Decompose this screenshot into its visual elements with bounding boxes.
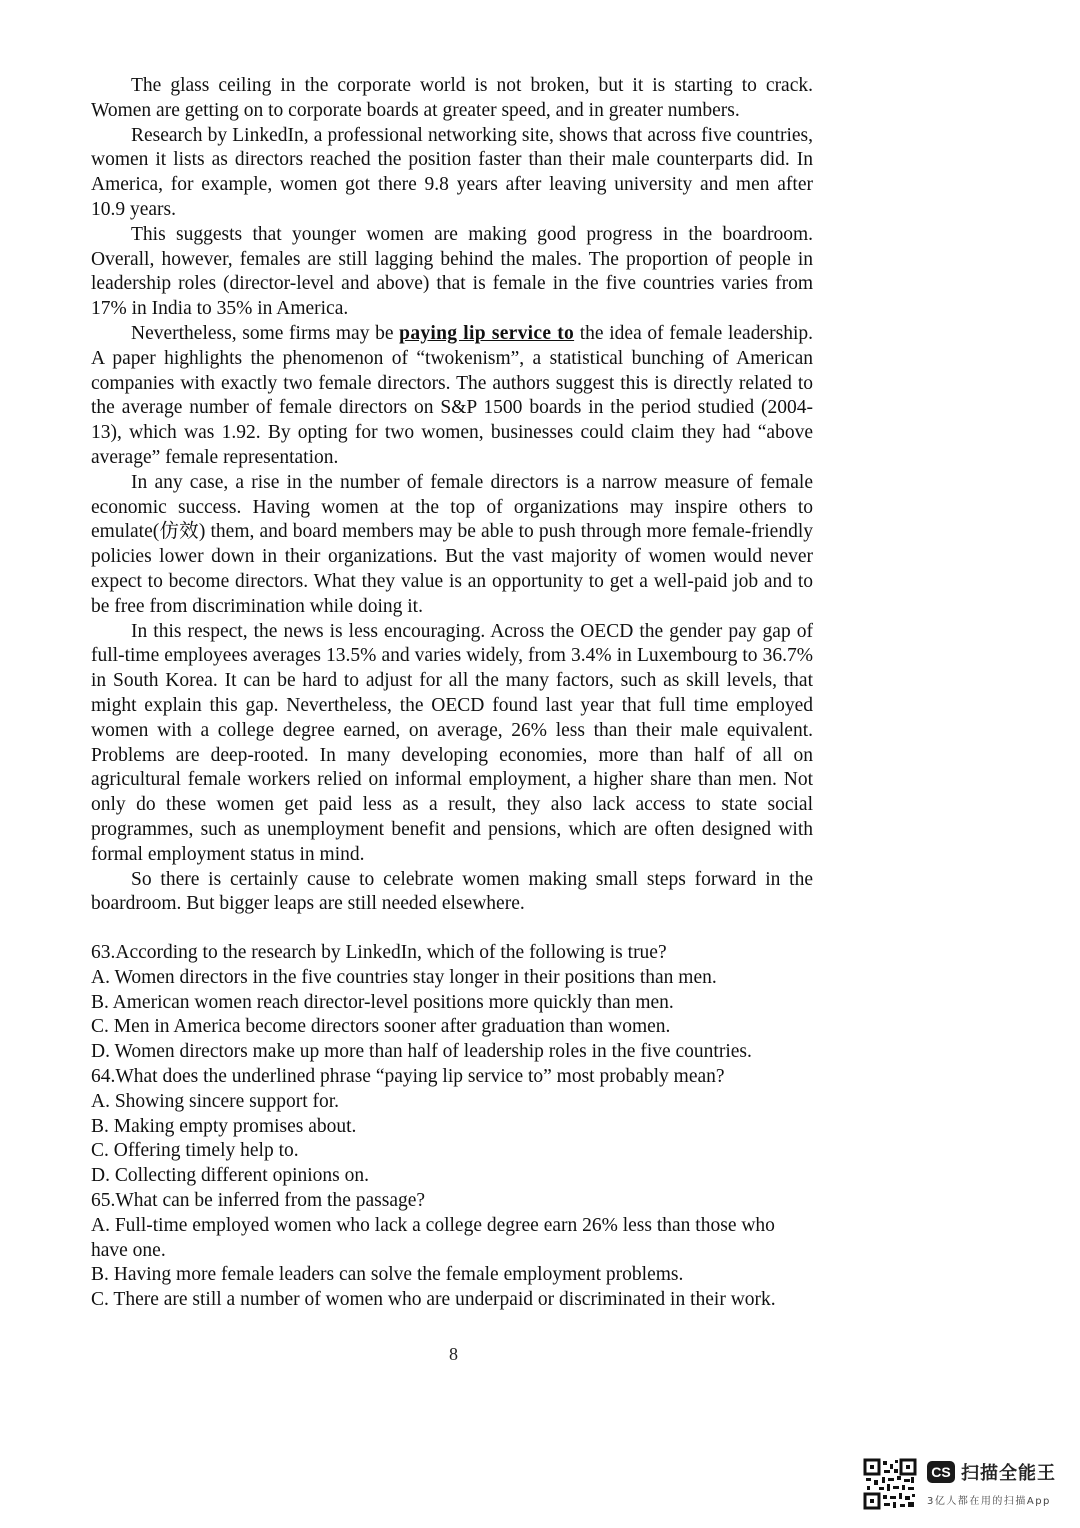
brand-tagline: 3亿人都在用的扫描App [927, 1496, 1051, 1507]
questions-section [91, 941, 813, 1313]
question-stem: 64.What does the underlined phrase “paying lip service to” most probably mean? [91, 1066, 725, 1088]
option-b: B. Having more female leaders can solve the female employment problems. [91, 1264, 684, 1286]
option-c: C. Offering timely help to. [91, 1140, 299, 1162]
paragraph-4 [91, 322, 813, 471]
camscanner-logo: CS [927, 1461, 955, 1483]
paragraph-2: Research by LinkedIn, a professional networking site, shows that across five countries, women it lists as directors reached the position faster than their male counterparts did. In America, for example, women got there 9.8 years after leaving university and men after 10.9 years. [91, 124, 813, 220]
scanner-watermark [863, 1458, 1063, 1510]
paragraph-1: The glass ceiling in the corporate world is not broken, but it is starting to crack. Women are getting on to corporate boards at greater speed, and in greater numbers. [91, 75, 813, 121]
option-c: C. Men in America become directors sooner after graduation than women. [91, 1016, 671, 1038]
paragraph-5: In any case, a rise in the number of female directors is a narrow measure of female economic success. Having women at the top of organizations may inspire others to emulate(仿效) them, and board members may be able to push through more female-friendly policies lower down in their organizations. But the vast majority of women would never expect to become directors. What they value is an opportunity to get a well-paid job and to be free from discrimination while doing it. [91, 471, 813, 617]
option-d: D. Women directors make up more than half of leadership roles in the five countries. [91, 1041, 752, 1063]
option-d: D. Collecting different opinions on. [91, 1165, 370, 1187]
underlined-phrase: paying lip service to [399, 322, 575, 344]
option-c: C. There are still a number of women who are underpaid or discriminated in their work. [91, 1289, 776, 1311]
paragraph-3: This suggests that younger women are making good progress in the boardroom. Overall, however, females are still lagging behind the males. The proportion of people in leadership roles (director-level and above) that is female in the five countries varies from 17% in India to 35% in America. [91, 223, 813, 320]
question-64 [91, 1065, 813, 1189]
page-content [91, 74, 813, 1313]
page-number: 8 [449, 1344, 458, 1364]
paragraph-4-before: Nevertheless, some firms may be [131, 322, 400, 344]
question-stem: 65.What can be inferred from the passage? [91, 1190, 426, 1212]
paragraph-6: In this respect, the news is less encouraging. Across the OECD the gender pay gap of full-time employees averages 13.5% and varies widely, from 3.4% in Luxembourg to 36.7% in South Korea. It can be hard to adjust for all the many factors, such as skill levels, that might explain this gap. Nevertheless, the OECD found last year that full time employed women with a college degree earned, on average, 26% less than their male equivalent. Problems are deep-rooted. In many developing economies, more than half of all on agricultural female workers relied on informal employment, a higher share than men. Not only do these women get paid less as a result, they also lack access to state social programmes, such as unemployment benefit and pensions, which are often designed with formal employment status in mind. [91, 620, 813, 865]
qr-code-icon [863, 1458, 917, 1510]
question-65 [91, 1189, 813, 1313]
paragraph-4-after: the idea of female leadership. A paper highlights the phenomenon of “twokenism”, a statistical bunching of American companies with exactly two female directors. The authors suggest this is directly related to the average number of female directors on S&P 1500 boards in the period studied (2004-13), which was 1.92. By opting for two women, businesses could claim they had “above average” female representation. [91, 322, 813, 468]
option-b: B. Making empty promises about. [91, 1115, 357, 1137]
option-a: A. Women directors in the five countries stay longer in their positions than men. [91, 966, 717, 988]
option-b: B. American women reach director-level positions more quickly than men. [91, 991, 674, 1013]
option-a: A. Full-time employed women who lack a college degree earn 26% less than those who have one. [91, 1214, 775, 1261]
brand-name: 扫描全能王 [961, 1463, 1056, 1484]
paragraph-7: So there is certainly cause to celebrate women making small steps forward in the boardroom. But bigger leaps are still needed elsewhere. [91, 868, 813, 915]
reading-passage [91, 74, 813, 917]
question-63 [91, 941, 813, 1065]
question-stem: 63.According to the research by LinkedIn, which of the following is true? [91, 942, 667, 964]
option-a: A. Showing sincere support for. [91, 1090, 340, 1112]
